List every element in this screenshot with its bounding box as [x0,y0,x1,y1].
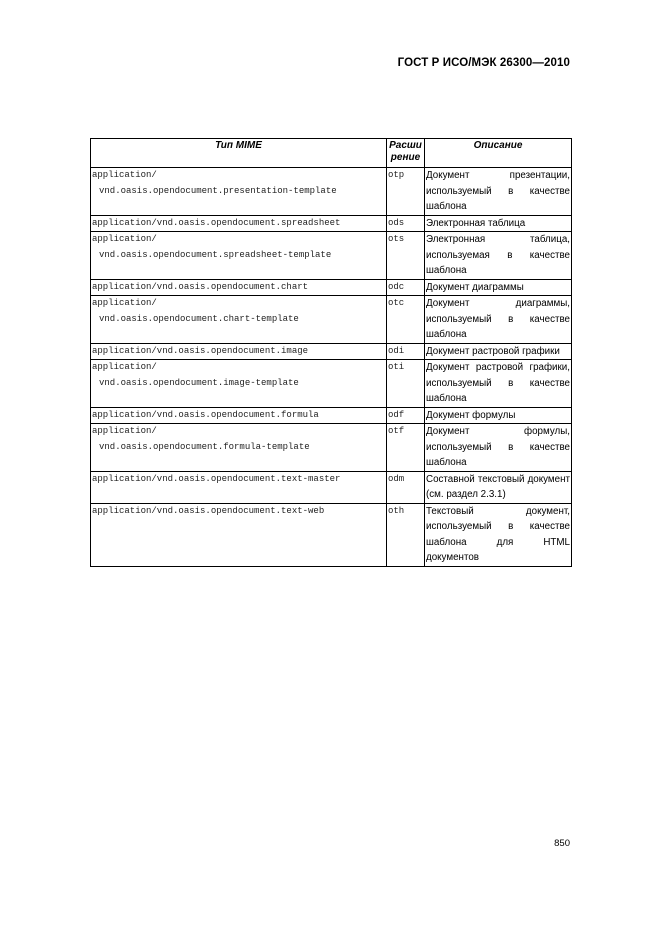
table-row [91,296,572,344]
mime-type-cell [91,296,387,344]
mime-type-line: application/ [92,170,157,180]
table-row [91,503,572,566]
mime-type-line: application/ [92,426,157,436]
mime-type-line-cont: vnd.oasis.opendocument.presentation-template [99,185,337,196]
mime-type-line: application/vnd.oasis.opendocument.text-web [92,505,325,516]
mime-type-cell [91,360,387,408]
description-cell: Составной текстовый документ (см. раздел 2.3.1) [425,471,572,503]
description-cell: Документ формулы [425,407,572,424]
description-cell: Документ презентации, используемый в качестве шаблона [425,168,572,216]
mime-type-cell [91,343,387,360]
document-header: ГОСТ Р ИСО/МЭК 26300—2010 [397,57,570,69]
column-header-description: Описание [425,139,572,168]
table-row [91,407,572,424]
table-row [91,343,572,360]
table-row [91,279,572,296]
mime-type-cell [91,232,387,280]
mime-type-cell [91,503,387,566]
table-row [91,215,572,232]
mime-type-line-cont: vnd.oasis.opendocument.spreadsheet-template [99,249,332,260]
mime-type-line: application/vnd.oasis.opendocument.text-master [92,473,341,484]
description-cell: Документ формулы, используемый в качестве шаблона [425,424,572,472]
description-cell: Документ растровой графики, используемый в качестве шаблона [425,360,572,408]
mime-type-line-cont: vnd.oasis.opendocument.formula-template [99,441,310,452]
mime-type-cell [91,168,387,216]
description-cell: Документ диаграммы, используемый в качестве шаблона [425,296,572,344]
mime-types-table [90,138,572,567]
mime-type-line: application/ [92,362,157,372]
mime-type-line: application/vnd.oasis.opendocument.spreadsheet [92,217,341,228]
table-row [91,168,572,216]
mime-type-line: application/vnd.oasis.opendocument.formula [92,409,319,420]
extension-cell: ods [387,215,425,232]
extension-cell: otc [387,296,425,344]
table-row [91,424,572,472]
description-cell: Документ диаграммы [425,279,572,296]
mime-type-line-cont: vnd.oasis.opendocument.chart-template [99,313,299,324]
extension-cell: odm [387,471,425,503]
extension-cell: oti [387,360,425,408]
column-header-type: Тип MIME [91,139,387,168]
extension-cell: otp [387,168,425,216]
extension-cell: odf [387,407,425,424]
extension-cell: odc [387,279,425,296]
extension-cell: odi [387,343,425,360]
mime-type-cell [91,279,387,296]
column-header-extension: Расши рение [387,139,425,168]
mime-type-cell [91,424,387,472]
mime-type-line: application/vnd.oasis.opendocument.chart [92,281,309,292]
table-row [91,232,572,280]
page-number: 850 [554,838,570,849]
description-cell: Текстовый документ, используемый в качестве шаблона для HTML документов [425,503,572,566]
extension-cell: otf [387,424,425,472]
mime-type-cell [91,471,387,503]
mime-type-cell [91,407,387,424]
mime-type-line-cont: vnd.oasis.opendocument.image-template [99,377,299,388]
description-cell: Документ растровой графики [425,343,572,360]
extension-cell: ots [387,232,425,280]
mime-type-line: application/ [92,298,157,308]
description-cell: Электронная таблица [425,215,572,232]
mime-type-cell [91,215,387,232]
mime-type-line: application/ [92,234,157,244]
extension-cell: oth [387,503,425,566]
table-header-row [91,139,572,168]
table-row [91,360,572,408]
description-cell: Электронная таблица, используемая в качестве шаблона [425,232,572,280]
mime-type-line: application/vnd.oasis.opendocument.image [92,345,309,356]
table-row [91,471,572,503]
